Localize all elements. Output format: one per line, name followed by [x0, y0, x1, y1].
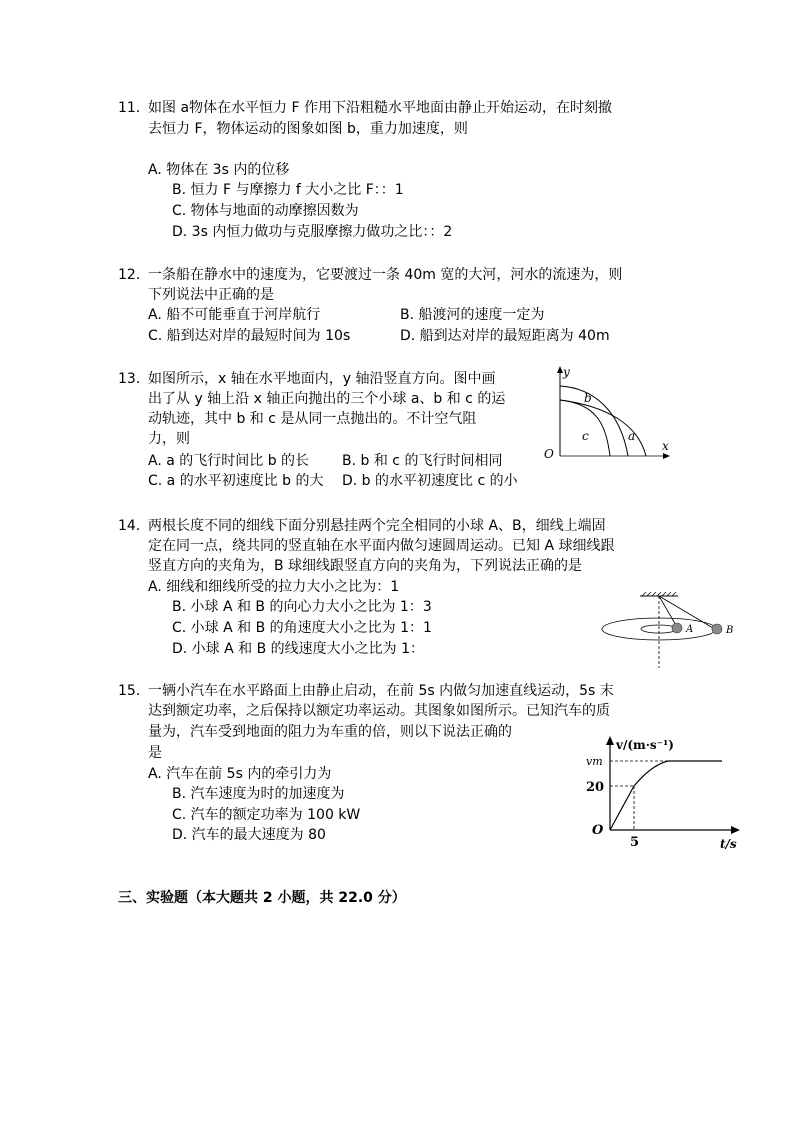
ball-b [712, 624, 722, 634]
option-a: A. 细线和细线所受的拉力大小之比为：1 [148, 579, 400, 595]
power-curve [634, 761, 668, 786]
question-stem-line: 是 [148, 745, 162, 761]
t-axis-label: t/s [720, 837, 737, 851]
option-c: C. 船到达对岸的最短时间为 10s [148, 328, 351, 344]
option-b: B. 小球 A 和 B 的向心力大小之比为 1：3 [172, 599, 432, 615]
ball-b-label: b [584, 391, 592, 405]
question-stem-line: 下列说法中正确的是 [148, 287, 274, 303]
question-stem-line: 如图 a物体在水平恒力 F 作用下沿粗糙水平地面由静止开始运动，在时刻撤 [148, 100, 612, 116]
string-a [659, 596, 677, 627]
origin-label: O [544, 447, 554, 461]
trajectory-c [560, 400, 610, 456]
option-b: B. 恒力 F 与摩擦力 f 大小之比 F：：1 [172, 182, 404, 198]
question-number: 13. [118, 371, 141, 387]
y-axis-label: y [563, 365, 570, 379]
question-number: 11. [118, 100, 141, 116]
vm-label: vm [586, 755, 603, 768]
option-d: D. 船到达对岸的最短距离为 40m [400, 328, 610, 344]
x-axis-label: x [662, 439, 669, 453]
question-stem-line: 如图所示，x 轴在水平地面内，y 轴沿竖直方向。图中画 [148, 371, 496, 387]
velocity-time-figure [582, 734, 746, 852]
question-stem-line: 一条船在静水中的速度为，它要渡过一条 40m 宽的大河，河水的流速为，则 [148, 267, 623, 283]
question-stem-line: 出了从 y 轴上沿 x 轴正向抛出的三个小球 a、b 和 c 的运 [148, 391, 506, 407]
ball-a [672, 623, 682, 633]
ball-a-label: a [628, 429, 636, 443]
question-stem-line: 力，则 [148, 431, 190, 447]
projectile-trajectory-figure [538, 364, 678, 462]
option-b: B. 船渡河的速度一定为 [400, 307, 545, 323]
option-b: B. 汽车速度为时的加速度为 [172, 786, 345, 802]
option-a: A. 汽车在前 5s 内的牵引力为 [148, 766, 332, 782]
question-stem-line: 定在同一点，绕共同的竖直轴在水平面内做匀速圆周运动。已知 A 球细线跟 [148, 538, 615, 554]
trajectory-b [560, 386, 628, 456]
ceiling-hatch [642, 592, 676, 596]
section-heading: 三、实验题（本大题共 2 小题，共 22.0 分） [118, 890, 406, 906]
v-axis-label: v/(m·s⁻¹) [616, 738, 674, 752]
option-a: A. 物体在 3s 内的位移 [148, 162, 290, 178]
option-d: D. b 的水平初速度比 c 的小 [342, 473, 518, 489]
question-stem-line: 动轨迹，其中 b 和 c 是从同一点抛出的。不计空气阻 [148, 411, 477, 427]
question-number: 14. [118, 518, 141, 534]
question-stem-line: 一辆小汽车在水平路面上由静止启动，在前 5s 内做匀加速直线运动，5s 末 [148, 683, 614, 699]
question-stem-line: 量为，汽车受到地面的阻力为车重的倍，则以下说法正确的 [148, 724, 512, 740]
option-c: C. 小球 A 和 B 的角速度大小之比为 1：1 [172, 620, 432, 636]
ball-a-label: A [686, 624, 694, 635]
option-c: C. a 的水平初速度比 b 的大 [148, 473, 324, 489]
accel-segment [610, 786, 634, 830]
v20-label: 20 [586, 780, 605, 795]
x-axis-arrow-icon [663, 453, 670, 459]
option-d: D. 汽车的最大速度为 80 [172, 827, 326, 843]
option-d: D. 小球 A 和 B 的线速度大小之比为 1： [172, 641, 425, 657]
t5-label: 5 [630, 835, 640, 850]
question-number: 12. [118, 267, 141, 283]
question-stem-line: 竖直方向的夹角为，B 球细线跟竖直方向的夹角为，下列说法正确的是 [148, 558, 583, 574]
ball-b-label: B [726, 625, 734, 636]
option-a: A. 船不可能垂直于河岸航行 [148, 307, 321, 323]
question-stem-line: 去恒力 F，物体运动的图象如图 b，重力加速度，则 [148, 121, 468, 137]
option-d: D. 3s 内恒力做功与克服摩擦力做功之比：：2 [172, 224, 453, 240]
ball-c-label: c [582, 429, 589, 443]
conical-pendulum-figure [600, 592, 748, 670]
v-axis-arrow-icon [606, 736, 614, 745]
t-axis-arrow-icon [731, 826, 740, 834]
question-stem-line: 两根长度不同的细线下面分别悬挂两个完全相同的小球 A、B，细线上端固 [148, 518, 606, 534]
option-a: A. a 的飞行时间比 b 的长 [148, 453, 310, 469]
option-b: B. b 和 c 的飞行时间相同 [342, 453, 503, 469]
origin-label: O [592, 823, 604, 838]
question-number: 15. [118, 683, 141, 699]
option-c: C. 物体与地面的动摩擦因数为 [172, 203, 359, 219]
question-stem-line: 达到额定功率，之后保持以额定功率运动。其图象如图所示。已知汽车的质 [148, 703, 610, 719]
option-c: C. 汽车的额定功率为 100 kW [172, 807, 361, 823]
